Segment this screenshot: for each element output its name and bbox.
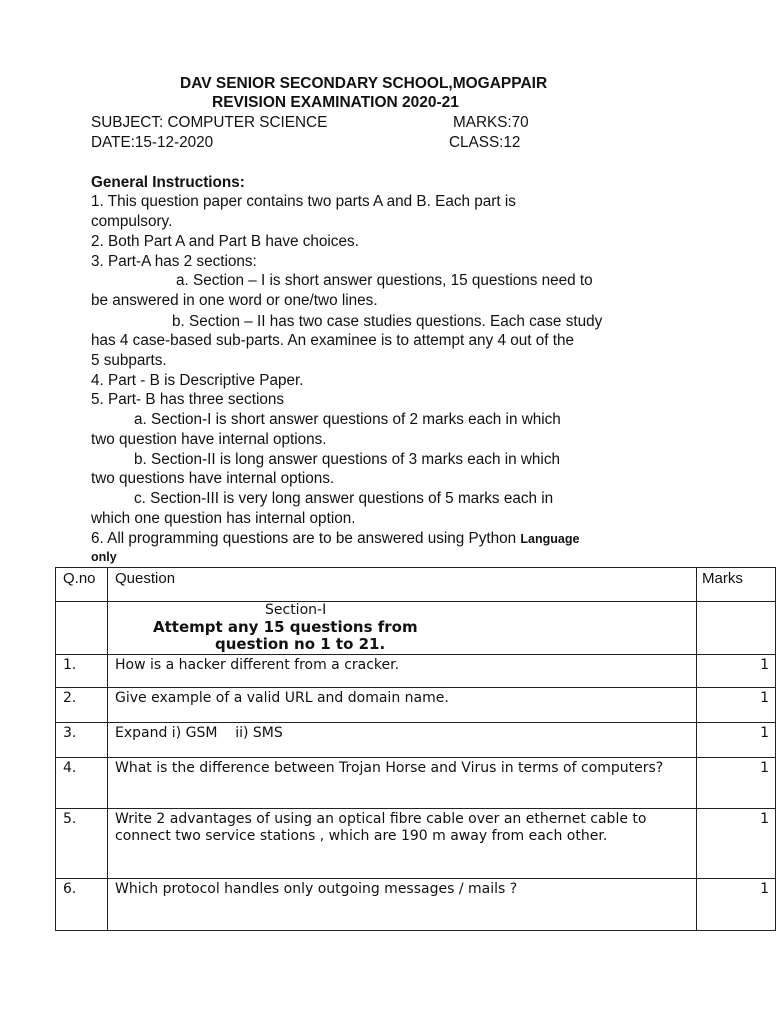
instruction-line: b. Section – II has two case studies questions. Each case study bbox=[172, 313, 603, 330]
section-instruction-2: question no 1 to 21. bbox=[215, 635, 386, 653]
question-table bbox=[55, 567, 776, 931]
row-qno: 1. bbox=[56, 655, 108, 688]
exam-title: REVISION EXAMINATION 2020-21 bbox=[212, 94, 459, 111]
instruction-text: 6. All programming questions are to be answered using Python bbox=[91, 530, 517, 547]
row-question: Which protocol handles only outgoing messages / mails ? bbox=[108, 879, 697, 931]
marks-line: MARKS:70 bbox=[453, 114, 529, 131]
instruction-line: compulsory. bbox=[91, 213, 173, 230]
instruction-line: two question have internal options. bbox=[91, 431, 327, 448]
row-question: Write 2 advantages of using an optical fibre cable over an ethernet cable to connect two service stations , which are 190 m away from each other. bbox=[108, 809, 697, 879]
header-question: Question bbox=[108, 568, 697, 602]
row-question: Expand i) GSM ii) SMS bbox=[108, 723, 697, 758]
language-suffix: Language bbox=[520, 532, 580, 546]
table-row bbox=[56, 688, 776, 723]
section-empty-cell bbox=[56, 602, 108, 655]
instruction-line: 2. Both Part A and Part B have choices. bbox=[91, 233, 359, 250]
instruction-line: two questions have internal options. bbox=[91, 470, 335, 487]
row-marks: 1 bbox=[697, 655, 776, 688]
table-row bbox=[56, 723, 776, 758]
instruction-line: c. Section-III is very long answer questions of 5 marks each in bbox=[134, 490, 554, 507]
instruction-line: be answered in one word or one/two lines. bbox=[91, 292, 378, 309]
instruction-line: has 4 case-based sub-parts. An examinee is to attempt any 4 out of the bbox=[91, 332, 574, 349]
instruction-line: 5. Part- B has three sections bbox=[91, 391, 285, 408]
table-row bbox=[56, 879, 776, 931]
table-row bbox=[56, 809, 776, 879]
section-label: Section-I bbox=[265, 602, 327, 618]
header-qno-text: Q.no bbox=[63, 570, 96, 587]
class-line: CLASS:12 bbox=[449, 134, 521, 151]
row-qno: 2. bbox=[56, 688, 108, 723]
instruction-line: a. Section – I is short answer questions, 15 questions need to bbox=[176, 272, 593, 289]
row-qno: 4. bbox=[56, 758, 108, 809]
header-marks: Marks bbox=[697, 568, 776, 602]
table-header-row bbox=[56, 568, 776, 602]
row-marks: 1 bbox=[697, 723, 776, 758]
row-question: What is the difference between Trojan Horse and Virus in terms of computers? bbox=[108, 758, 697, 809]
instruction-line: which one question has internal option. bbox=[91, 510, 356, 527]
instruction-line: a. Section-I is short answer questions of 2 marks each in which bbox=[134, 411, 561, 428]
language-only: only bbox=[91, 550, 117, 564]
subject-line: SUBJECT: COMPUTER SCIENCE bbox=[91, 114, 328, 131]
row-question: Give example of a valid URL and domain name. bbox=[108, 688, 697, 723]
instruction-line: b. Section-II is long answer questions of 3 marks each in which bbox=[134, 451, 560, 468]
section-instruction-1: Attempt any 15 questions from bbox=[153, 618, 418, 636]
table-row bbox=[56, 758, 776, 809]
section-marks-cell bbox=[697, 602, 776, 655]
row-question: How is a hacker different from a cracker. bbox=[108, 655, 697, 688]
table-row bbox=[56, 655, 776, 688]
instruction-line: 3. Part-A has 2 sections: bbox=[91, 253, 257, 270]
row-qno: 3. bbox=[56, 723, 108, 758]
instruction-line: 1. This question paper contains two parts A and B. Each part is bbox=[91, 193, 516, 210]
row-qno: 6. bbox=[56, 879, 108, 931]
instruction-line bbox=[91, 530, 579, 548]
row-marks: 1 bbox=[697, 809, 776, 879]
row-marks: 1 bbox=[697, 688, 776, 723]
section-row bbox=[56, 602, 776, 655]
instruction-line: 4. Part - B is Descriptive Paper. bbox=[91, 372, 304, 389]
section-heading bbox=[108, 602, 697, 655]
school-name: DAV SENIOR SECONDARY SCHOOL,MOGAPPAIR bbox=[180, 75, 548, 92]
row-marks: 1 bbox=[697, 879, 776, 931]
row-marks: 1 bbox=[697, 758, 776, 809]
instruction-line: 5 subparts. bbox=[91, 352, 167, 369]
header-qno bbox=[56, 568, 108, 602]
row-qno: 5. bbox=[56, 809, 108, 879]
instructions-title: General Instructions: bbox=[91, 174, 245, 191]
date-line: DATE:15-12-2020 bbox=[91, 134, 214, 151]
